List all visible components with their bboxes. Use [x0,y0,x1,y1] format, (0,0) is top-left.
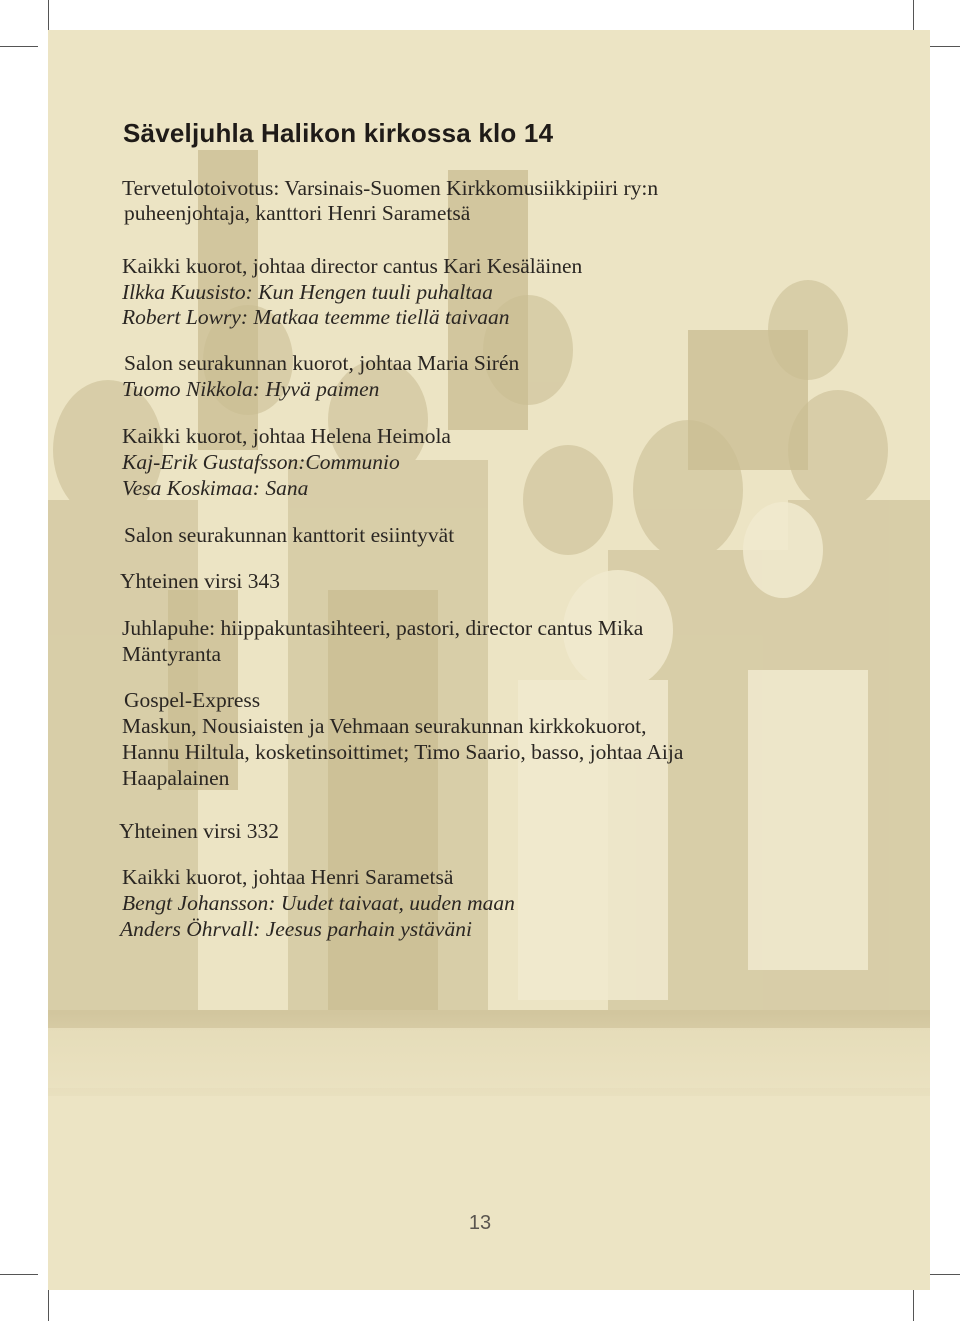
program-line: Gospel-Express [124,688,261,712]
program-line: Kaj-Erik Gustafsson:Communio [122,450,400,474]
program-line: Juhlapuhe: hiippakuntasihteeri, pastori, director cantus Mika [122,616,644,640]
page-title: Säveljuhla Halikon kirkossa klo 14 [123,118,554,148]
program-line: Robert Lowry: Matkaa teemme tiellä taivaan [122,305,510,329]
program-line: Salon seurakunnan kanttorit esiintyvät [124,523,455,547]
program-line: Yhteinen virsi 332 [119,819,280,843]
program-line: Ilkka Kuusisto: Kun Hengen tuuli puhaltaa [122,280,493,304]
program-line: puheenjohtaja, kanttori Henri Sarametsä [124,201,471,225]
program-line: Mäntyranta [122,642,222,666]
page-number: 13 [468,1212,492,1234]
program-line: Anders Öhrvall: Jeesus parhain ystäväni [120,917,472,941]
program-line: Maskun, Nousiaisten ja Vehmaan seurakunnan kirkkokuorot, [122,714,647,738]
program-line: Salon seurakunnan kuorot, johtaa Maria Sirén [124,351,520,375]
program-line: Tuomo Nikkola: Hyvä paimen [122,377,380,401]
program-line: Tervetulotoivotus: Varsinais-Suomen Kirkkomusiikkipiiri ry:n [122,176,659,200]
program-line: Kaikki kuorot, johtaa director cantus Kari Kesäläinen [122,254,583,278]
program-line: Haapalainen [122,766,230,790]
program-line: Vesa Koskimaa: Sana [122,476,309,500]
program-line: Kaikki kuorot, johtaa Helena Heimola [122,424,451,448]
program-line: Kaikki kuorot, johtaa Henri Sarametsä [122,865,454,889]
program-line: Hannu Hiltula, kosketinsoittimet; Timo Saario, basso, johtaa Aija [122,740,684,764]
program-line: Yhteinen virsi 343 [120,569,281,593]
program-line: Bengt Johansson: Uudet taivaat, uuden maan [122,891,515,915]
